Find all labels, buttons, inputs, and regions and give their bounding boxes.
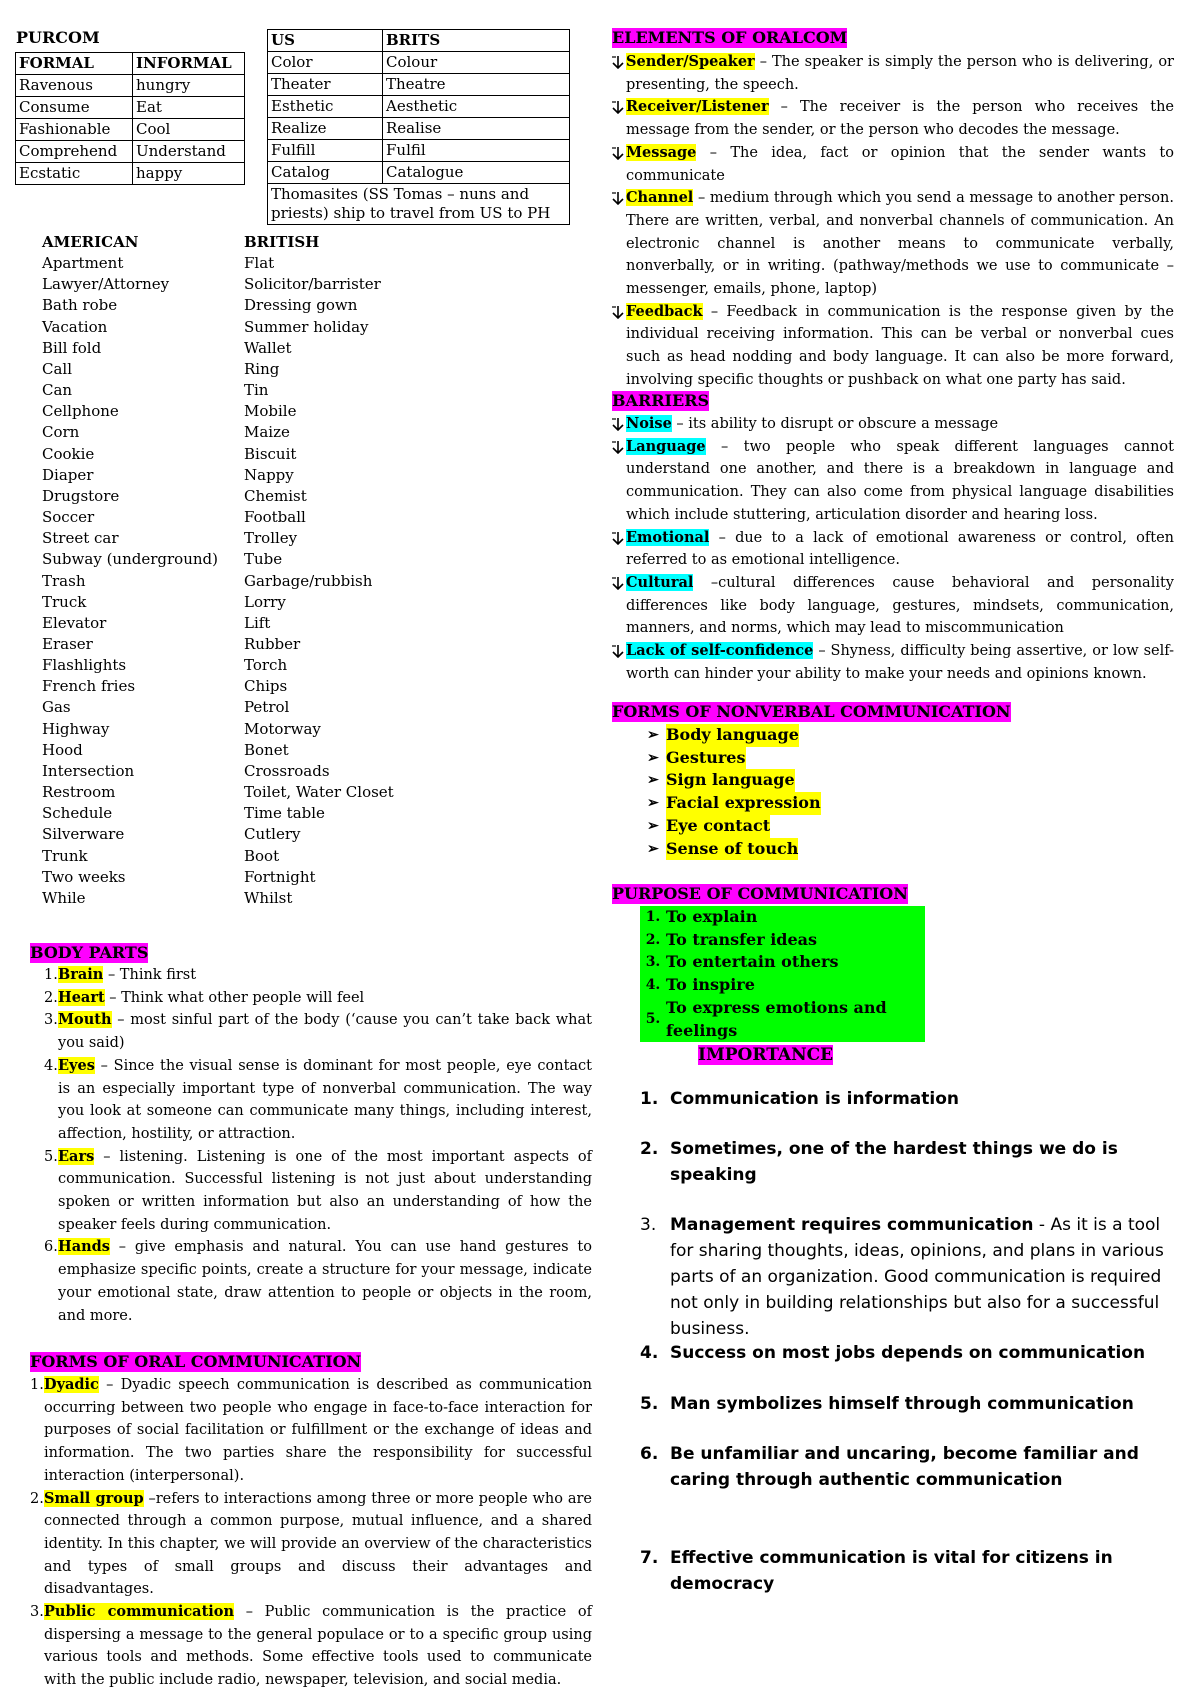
item-text — [58, 1146, 592, 1237]
table-cell: Color — [268, 52, 383, 74]
barriers-list — [612, 413, 1174, 685]
list-item — [640, 769, 821, 792]
item-text — [670, 1086, 1170, 1112]
item-text: Sign language — [666, 769, 795, 792]
table-cell: Aesthetic — [383, 96, 570, 118]
british-term: Summer holiday — [244, 317, 369, 336]
british-term: Bonet — [244, 740, 289, 759]
american-term: Schedule — [42, 804, 113, 823]
item-text — [626, 301, 1174, 392]
item-description: – listening. Listening is one of the most important aspects of communication. Successful listening is not just about understanding spoken or written information but also an understanding of how the speaker feels during communication. — [58, 1148, 592, 1233]
american-term: Eraser — [42, 634, 93, 653]
british-column — [244, 232, 394, 909]
item-text: Body language — [666, 724, 799, 747]
british-term: Ring — [244, 359, 280, 378]
table-row — [268, 74, 570, 96]
item-term: Public communication — [44, 1603, 234, 1621]
item-description: – The receiver is the person who receives the message from the sender, or the person who decodes the message. — [626, 99, 1174, 139]
american-term: Street car — [42, 529, 119, 548]
nonverbal-list — [640, 724, 821, 860]
item-text — [44, 1488, 592, 1602]
list-item — [612, 436, 1174, 527]
item-text — [626, 51, 1174, 96]
item-description: – Think first — [103, 967, 197, 983]
american-term: Bath robe — [42, 296, 118, 315]
item-text — [670, 1136, 1170, 1188]
item-number: 2. — [30, 1490, 44, 1507]
item-text — [44, 1601, 592, 1692]
body-parts-title: BODY PARTS — [30, 943, 149, 962]
item-text: To inspire — [666, 975, 755, 995]
item-description: – most sinful part of the body (‘cause you can’t take back what you said) — [58, 1012, 592, 1052]
list-item — [640, 1340, 1170, 1366]
table-cell: Realise — [383, 118, 570, 140]
american-term: Diaper — [42, 465, 94, 484]
list-item — [640, 1136, 1170, 1188]
item-text: Facial expression — [666, 792, 821, 815]
item-description: – its ability to disrupt or obscure a message — [671, 416, 999, 432]
american-term: Bill fold — [42, 338, 102, 357]
table-row — [268, 96, 570, 118]
british-term: Tin — [244, 381, 269, 400]
american-term: French fries — [42, 677, 136, 696]
down-arrow-icon — [612, 142, 626, 187]
item-text — [626, 436, 1174, 527]
item-number: 5. — [640, 1394, 659, 1414]
list-item — [640, 906, 925, 929]
british-term: Cutlery — [244, 825, 301, 844]
item-term: Sender/Speaker — [626, 53, 755, 70]
item-text — [626, 187, 1174, 301]
british-term: Toilet, Water Closet — [244, 783, 394, 802]
item-term: Emotional — [626, 528, 710, 546]
item-number: 1. — [645, 909, 661, 925]
item-text — [58, 987, 592, 1010]
american-term: Lawyer/Attorney — [42, 275, 170, 294]
importance-title: IMPORTANCE — [698, 1045, 834, 1065]
item-number: 2. — [640, 1139, 659, 1159]
list-item — [30, 1374, 592, 1488]
item-text — [58, 1009, 592, 1054]
purpose-title: PURPOSE OF COMMUNICATION — [612, 884, 908, 903]
american-term: Can — [42, 381, 73, 400]
american-term: Truck — [42, 592, 87, 611]
table-header: FORMAL — [16, 53, 133, 75]
list-item — [44, 1146, 592, 1237]
list-item — [640, 974, 925, 997]
table-cell: Ecstatic — [16, 163, 133, 185]
formal-informal-table — [15, 52, 245, 185]
list-item — [30, 1488, 592, 1602]
item-text: Eye contact — [666, 815, 770, 838]
american-term: Cookie — [42, 444, 95, 463]
elements-list — [612, 51, 1174, 392]
list-item — [640, 1391, 1170, 1417]
american-term: Restroom — [42, 783, 116, 802]
american-term: Two weeks — [42, 867, 126, 886]
list-item — [612, 527, 1174, 572]
list-item — [44, 1009, 592, 1054]
arrowhead-icon: ➢ — [647, 840, 659, 857]
thomasites-note: Thomasites (SS Tomas – nuns and priests) ship to travel from US to PH — [268, 184, 570, 225]
item-text — [670, 1391, 1170, 1417]
list-item — [640, 815, 821, 838]
american-term: Soccer — [42, 508, 95, 527]
down-arrow-icon — [612, 572, 626, 640]
list-item — [612, 301, 1174, 392]
american-term: Vacation — [42, 317, 108, 336]
item-text — [670, 1340, 1170, 1366]
table-cell: hungry — [133, 75, 245, 97]
british-term: Crossroads — [244, 761, 330, 780]
down-arrow-icon — [612, 301, 626, 392]
arrowhead-icon: ➢ — [647, 795, 659, 812]
british-term: Wallet — [244, 338, 292, 357]
list-item — [640, 747, 821, 770]
down-arrow-icon — [612, 413, 626, 436]
british-term: Trolley — [244, 529, 298, 548]
item-number: 3. — [645, 954, 661, 971]
item-term: Dyadic — [44, 1376, 99, 1393]
item-text — [626, 142, 1174, 187]
british-term: Tube — [244, 550, 283, 569]
american-term: Trash — [42, 571, 86, 590]
british-term: Dressing gown — [244, 296, 358, 315]
item-text — [44, 1374, 592, 1488]
down-arrow-icon — [612, 187, 626, 301]
british-term: Boot — [244, 846, 280, 865]
british-term: Lorry — [244, 592, 286, 611]
item-description: – The speaker is simply the person who is delivering, or presenting, the speech. — [626, 54, 1174, 93]
list-item — [640, 997, 925, 1042]
list-item — [612, 142, 1174, 187]
british-header: BRITISH — [244, 233, 320, 251]
item-description: – two people who speak different languages cannot understand one another, and there is a breakdown in language and communication. They can also come from physical language disabilities which include stuttering, articulation disorder and hearing loss. — [626, 438, 1174, 523]
us-brits-table — [267, 29, 570, 225]
item-term: Success on most jobs depends on communication — [670, 1343, 1146, 1363]
item-description: – Public communication is the practice of dispersing a message to the general populace or to a specific group using various tools and methods. Some effective tools used to communicate with the public include radio, newspaper, television, and social media. — [44, 1604, 592, 1689]
list-item — [612, 413, 1174, 436]
list-item — [44, 1055, 592, 1146]
list-item — [640, 929, 925, 952]
item-text — [670, 1545, 1170, 1597]
british-term: Motorway — [244, 719, 321, 738]
item-number: 1. — [30, 1377, 44, 1393]
arrowhead-icon: ➢ — [647, 817, 659, 834]
item-description: – Since the visual sense is dominant for most people, eye contact is an especially important type of nonverbal communication. The way you look at someone can communicate many things, including interest, affection, hostility, or attraction. — [58, 1057, 592, 1142]
purcom-title: PURCOM — [16, 28, 100, 47]
table-cell: Esthetic — [268, 96, 383, 118]
item-number: 7. — [640, 1548, 659, 1568]
item-description: – Feedback in communication is the response given by the individual receiving information. This can be verbal or nonverbal cues such as head nodding and body language. It can also be more forward, involving specific thoughts or pushback on what one party has said. — [626, 303, 1174, 388]
arrowhead-icon: ➢ — [647, 749, 659, 766]
item-term: Channel — [626, 189, 694, 207]
table-cell: Theater — [268, 74, 383, 96]
american-term: Trunk — [42, 846, 88, 865]
british-term: Fortnight — [244, 867, 316, 886]
item-text: To express emotions and feelings — [666, 997, 887, 1040]
down-arrow-icon — [612, 436, 626, 527]
table-cell: Fashionable — [16, 119, 133, 141]
down-arrow-icon — [612, 96, 626, 141]
nonverbal-title: FORMS OF NONVERBAL COMMUNICATION — [612, 702, 1011, 721]
list-item — [44, 987, 592, 1010]
british-term: Petrol — [244, 698, 290, 717]
item-term: Lack of self-confidence — [626, 642, 814, 660]
item-description: – medium through which you send a message to another person. There are written, verbal, and nonverbal channels of communication. An electronic channel is another means to communicate verbally, nonverbally, or in writing. (pathway/methods we use to communicate – messenger, emails, phone, laptop) — [626, 190, 1174, 298]
item-number: 6. — [44, 1239, 58, 1256]
down-arrow-icon — [612, 640, 626, 685]
table-row — [268, 140, 570, 162]
american-header: AMERICAN — [42, 233, 139, 251]
elements-title: ELEMENTS OF ORALCOM — [612, 28, 848, 47]
item-number: 2. — [44, 989, 58, 1006]
list-item — [44, 1236, 592, 1327]
item-text: To explain — [666, 907, 758, 926]
item-text: Sense of touch — [666, 838, 798, 861]
item-term: Mouth — [58, 1011, 112, 1029]
item-term: Eyes — [58, 1056, 95, 1074]
item-description: – The idea, fact or opinion that the sender wants to communicate — [626, 144, 1174, 184]
item-number: 3. — [30, 1604, 44, 1621]
purpose-list — [640, 906, 925, 1042]
item-description: –refers to interactions among three or more people who are connected through a common purpose, mutual influence, and a shared identity. In this chapter, we will provide an overview of the characteristics and types of small groups and discuss their advantages and disadvantages. — [44, 1490, 592, 1598]
item-description: – give emphasis and natural. You can use hand gestures to emphasize specific points, create a structure for your message, indicate your emotional state, draw attention to people or objects in the room, and more. — [58, 1239, 592, 1324]
table-header: BRITS — [383, 30, 570, 52]
list-item — [640, 1212, 1170, 1342]
table-row — [16, 163, 245, 185]
british-term: Garbage/rubbish — [244, 571, 373, 590]
table-row — [268, 118, 570, 140]
british-term: Torch — [244, 656, 288, 675]
american-term: Hood — [42, 740, 83, 759]
american-term: Corn — [42, 423, 80, 442]
american-term: Subway (underground) — [42, 550, 218, 569]
table-cell: Eat — [133, 97, 245, 119]
item-term: Small group — [44, 1489, 144, 1507]
item-number: 1. — [640, 1089, 659, 1109]
british-term: Nappy — [244, 465, 294, 484]
table-cell: happy — [133, 163, 245, 185]
british-term: Whilst — [244, 888, 293, 907]
list-item — [612, 572, 1174, 640]
table-row — [16, 75, 245, 97]
table-row — [16, 119, 245, 141]
arrowhead-icon: ➢ — [647, 772, 659, 789]
body-parts-list — [44, 964, 592, 1327]
list-item — [612, 96, 1174, 141]
item-text — [58, 1055, 592, 1146]
item-text: To entertain others — [666, 952, 839, 972]
british-term: Mobile — [244, 402, 297, 421]
british-term: Chemist — [244, 486, 307, 505]
british-term: Football — [244, 508, 306, 527]
item-number: 2. — [645, 931, 661, 948]
item-description: – Think what other people will feel — [104, 989, 365, 1006]
table-cell: Consume — [16, 97, 133, 119]
british-term: Rubber — [244, 634, 301, 653]
item-term: Hands — [58, 1238, 110, 1256]
item-text — [626, 96, 1174, 141]
forms-oral-list — [30, 1374, 592, 1692]
american-column — [42, 232, 218, 909]
american-term: Highway — [42, 719, 110, 738]
table-cell: Catalogue — [383, 162, 570, 184]
list-item — [612, 51, 1174, 96]
list-item — [30, 1601, 592, 1692]
list-item — [640, 792, 821, 815]
item-term: Cultural — [626, 573, 694, 591]
item-number: 4. — [44, 1057, 58, 1074]
item-term: Receiver/Listener — [626, 98, 769, 116]
list-item — [640, 724, 821, 747]
american-term: Cellphone — [42, 402, 119, 421]
item-term: Feedback — [626, 302, 703, 320]
table-row — [16, 97, 245, 119]
table-cell: Theatre — [383, 74, 570, 96]
list-item — [640, 951, 925, 974]
table-cell: Colour — [383, 52, 570, 74]
american-term: Flashlights — [42, 656, 127, 675]
item-term: Management requires communication — [670, 1215, 1034, 1235]
table-cell: Ravenous — [16, 75, 133, 97]
british-term: Time table — [244, 804, 325, 823]
down-arrow-icon — [612, 51, 626, 96]
british-term: Biscuit — [244, 444, 297, 463]
item-term: Be unfamiliar and uncaring, become familiar and caring through authentic communication — [670, 1444, 1139, 1490]
item-number: 5. — [645, 1011, 661, 1028]
item-term: Noise — [626, 415, 672, 432]
item-term: Heart — [58, 988, 105, 1006]
item-term: Message — [626, 143, 697, 161]
item-text — [58, 1236, 592, 1327]
american-term: Intersection — [42, 761, 135, 780]
item-description: – Shyness, difficulty being assertive, or low self-worth can hinder your ability to make your needs and opinions known. — [626, 643, 1174, 682]
table-row — [268, 162, 570, 184]
american-term: Drugstore — [42, 486, 120, 505]
american-term: Silverware — [42, 825, 125, 844]
item-text — [58, 964, 592, 987]
forms-oral-title: FORMS OF ORAL COMMUNICATION — [30, 1352, 362, 1371]
item-term: Communication is information — [670, 1089, 959, 1109]
arrowhead-icon: ➢ — [647, 727, 659, 743]
list-item — [612, 640, 1174, 685]
british-term: Lift — [244, 613, 271, 632]
item-number: 6. — [640, 1444, 659, 1464]
item-number: 1. — [44, 967, 58, 983]
item-description: –cultural differences cause behavioral and personality differences like body language, gestures, mindsets, communication, manners, and norms, which may lead to miscommunication — [626, 574, 1174, 637]
item-term: Language — [626, 437, 706, 455]
american-term: Apartment — [42, 254, 124, 273]
list-item — [640, 1086, 1170, 1112]
american-term: Call — [42, 359, 73, 378]
table-header: US — [268, 30, 383, 52]
table-cell: Fulfil — [383, 140, 570, 162]
table-row — [16, 141, 245, 163]
item-number: 3. — [640, 1215, 657, 1235]
item-text: To transfer ideas — [666, 929, 818, 949]
table-cell: Cool — [133, 119, 245, 141]
item-text — [626, 527, 1174, 572]
british-term: Chips — [244, 677, 288, 696]
item-text: Gestures — [666, 747, 746, 770]
table-cell: Fulfill — [268, 140, 383, 162]
item-text — [670, 1441, 1170, 1493]
item-description: - As it is a tool for sharing thoughts, ideas, opinions, and plans in various parts of an organization. Good communication is required not only in building relationships but also for a successful business. — [670, 1215, 1164, 1339]
table-cell: Comprehend — [16, 141, 133, 163]
british-term: Flat — [244, 254, 275, 273]
table-row — [268, 52, 570, 74]
british-term: Solicitor/barrister — [244, 275, 381, 294]
item-number: 5. — [44, 1148, 58, 1165]
table-cell: Understand — [133, 141, 245, 163]
item-number: 4. — [640, 1343, 659, 1363]
list-item — [640, 838, 821, 861]
barriers-title: BARRIERS — [612, 391, 710, 410]
list-item — [44, 964, 592, 987]
american-term: Elevator — [42, 613, 107, 632]
item-text — [626, 413, 1174, 436]
american-term: Gas — [42, 698, 71, 717]
table-header: INFORMAL — [133, 53, 245, 75]
item-text — [626, 572, 1174, 640]
item-term: Effective communication is vital for citizens in democracy — [670, 1548, 1113, 1594]
item-number: 3. — [44, 1012, 58, 1029]
list-item — [640, 1545, 1170, 1597]
down-arrow-icon — [612, 527, 626, 572]
item-description: – Dyadic speech communication is described as communication occurring between two people who engage in face-to-face interaction for purposes of social facilitation or fulfillment or the exchange of ideas and information. The two parties share the responsibility for successful interaction (interpersonal). — [44, 1377, 592, 1484]
table-cell: Realize — [268, 118, 383, 140]
american-term: While — [42, 888, 86, 907]
list-item — [640, 1441, 1170, 1493]
item-term: Ears — [58, 1147, 95, 1165]
item-text — [670, 1212, 1170, 1342]
item-term: Sometimes, one of the hardest things we do is speaking — [670, 1139, 1118, 1185]
table-cell: Catalog — [268, 162, 383, 184]
item-description: – due to a lack of emotional awareness or control, often referred to as emotional intelligence. — [626, 529, 1174, 569]
list-item — [612, 187, 1174, 301]
item-term: Man symbolizes himself through communication — [670, 1394, 1134, 1414]
british-term: Maize — [244, 423, 290, 442]
item-term: Brain — [58, 966, 104, 983]
item-number: 4. — [645, 977, 661, 994]
item-text — [626, 640, 1174, 685]
